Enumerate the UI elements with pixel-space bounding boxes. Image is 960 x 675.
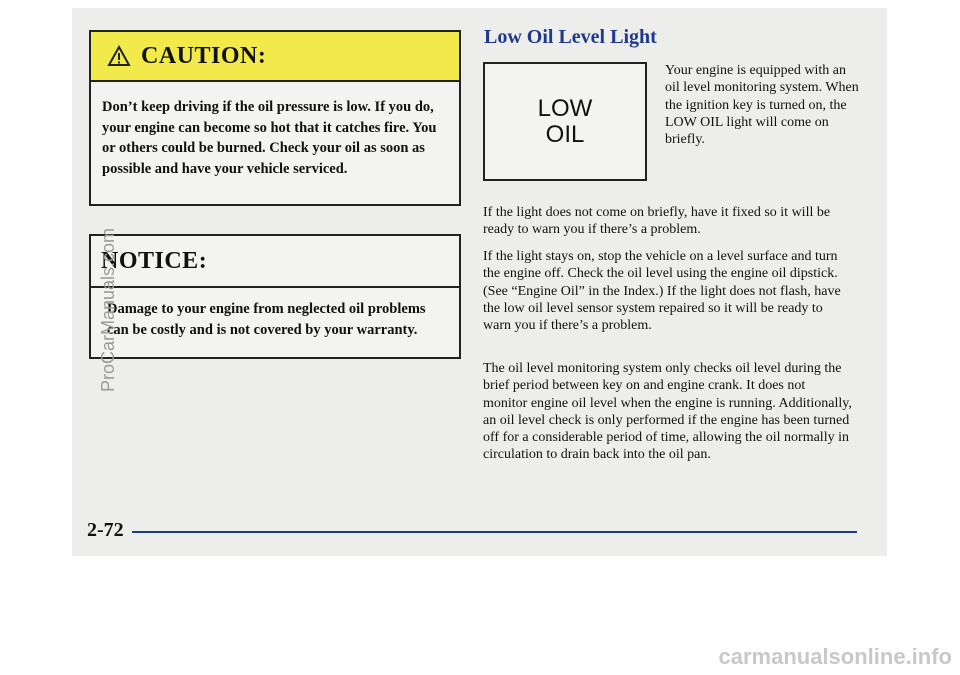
caution-box bbox=[89, 30, 461, 206]
lamp-text-line1: LOW bbox=[537, 94, 593, 122]
paragraph-1: If the light does not come on briefly, have it fixed so it will be ready to warn you if there’s a problem. bbox=[483, 205, 831, 238]
intro-paragraph: Your engine is equipped with an oil level monitoring system. When the ignition key is turned on, the LOW OIL light will come on briefly. bbox=[665, 63, 859, 148]
lamp-text-line2: OIL bbox=[545, 120, 585, 148]
notice-box bbox=[89, 234, 461, 359]
notice-header bbox=[91, 236, 459, 288]
caution-title: CAUTION: bbox=[141, 42, 267, 69]
footer-rule bbox=[132, 531, 857, 533]
page-footer bbox=[87, 519, 857, 542]
page-number: 2-72 bbox=[87, 519, 124, 541]
notice-text: Damage to your engine from neglected oil problems can be costly and is not covered by your warranty. bbox=[107, 301, 426, 338]
caution-text: Don’t keep driving if the oil pressure is low. If you do, your engine can become so hot that it catches fire. You or others could be burned. Check your oil as soon as possible and have your vehicle serviced. bbox=[102, 99, 437, 177]
warning-triangle-icon bbox=[107, 45, 131, 67]
notice-title: NOTICE: bbox=[101, 247, 208, 274]
side-watermark: ProCarManuals.com bbox=[98, 227, 118, 392]
caution-header bbox=[91, 32, 459, 82]
section-title: Low Oil Level Light bbox=[484, 26, 657, 48]
paragraph-2: If the light stays on, stop the vehicle on a level surface and turn the engine off. Check the oil level using the engine oil dipstick. (See “Engine Oil” in the Index.) If the light does not flash, have the low oil level sensor system repaired so it will be ready to warn you if there’s a problem. bbox=[483, 249, 841, 334]
bottom-watermark: carmanualsonline.info bbox=[718, 644, 952, 669]
low-oil-lamp-illustration bbox=[483, 62, 647, 181]
paragraph-3: The oil level monitoring system only checks oil level during the brief period between key on and engine crank. It does not monitor engine oil level when the engine is running. Additionally, an oil level check is only performed if the engine has been turned off for a considerable period of time, allowing the oil normally in circulation to drain back into the oil pan. bbox=[483, 361, 852, 463]
